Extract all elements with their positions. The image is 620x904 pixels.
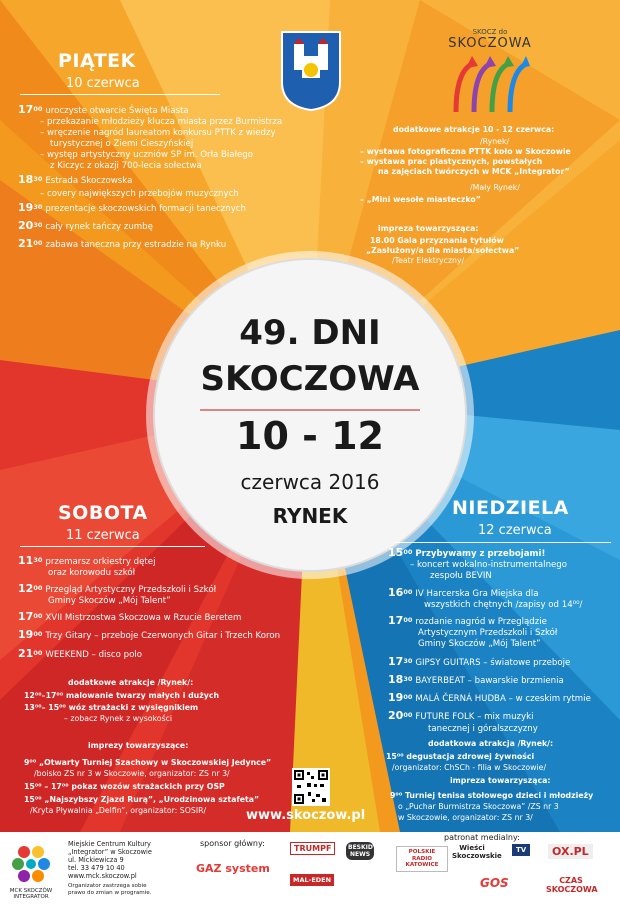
sponsor-logo: TRUMPF bbox=[290, 842, 335, 855]
saturday-extra-item: 12⁰⁰–17⁰⁰ malowanie twarzy małych i dużych bbox=[24, 691, 220, 700]
festival-dates: 10 - 12 bbox=[236, 414, 384, 458]
mck-logo-caption: MCK SKOCZÓW INTEGRATOR bbox=[9, 888, 53, 900]
sunday-title: NIEDZIELA bbox=[452, 497, 569, 519]
extra-item: – „Mini wesołe miasteczko” bbox=[360, 195, 481, 204]
media-logo: GOS bbox=[480, 876, 509, 890]
sunday-side-item: w Skoczowie, organizator: ZS nr 3/ bbox=[398, 813, 533, 822]
saturday-side-item: /Kryta Pływalnia „Delfin”, organizator: SOSIR/ bbox=[30, 806, 207, 815]
saturday-extra-item: 13⁰⁰– 15⁰⁰ wóz strażacki z wysięgnikiem bbox=[24, 703, 199, 712]
saturday-title: SOBOTA bbox=[58, 502, 148, 524]
event-row: – występ artystyczny uczniów SP im. Orła Białego bbox=[40, 150, 254, 160]
friday-side-item: /Teatr Elektryczny/ bbox=[392, 256, 465, 265]
event-row: tanecznej i góralszczyzny bbox=[428, 724, 538, 734]
extra-item: /Mały Rynek/ bbox=[470, 183, 520, 192]
sunday-schedule bbox=[388, 548, 618, 738]
saturday-extra-item: – zobacz Rynek z wysokości bbox=[64, 714, 173, 723]
extra-item: – wystawa fotograficzna PTTK koło w Skoczowie bbox=[360, 147, 571, 156]
saturday-side-heading: imprezy towarzyszące: bbox=[88, 741, 189, 750]
qr-code[interactable] bbox=[292, 768, 330, 806]
website-link[interactable]: www.skoczow.pl bbox=[246, 808, 366, 823]
org-line: „Integrator” w Skoczowie bbox=[68, 848, 152, 856]
festival-location: RYNEK bbox=[272, 504, 348, 528]
logo-bottom-text: SKOCZOWA bbox=[448, 36, 532, 51]
friday-side-item: 18.00 Gala przyznania tytułów bbox=[370, 236, 504, 245]
friday-extra-list bbox=[360, 137, 610, 217]
friday-extra-heading: dodatkowe atrakcje 10 - 12 czerwca: bbox=[393, 125, 555, 134]
extra-item: na zajęciach twórczych w MCK „Integrator” bbox=[378, 167, 570, 176]
org-line: ul. Mickiewicza 9 bbox=[68, 856, 124, 864]
event-row: zespołu BEVIN bbox=[430, 571, 492, 581]
event-row: turystycznej o Ziemi Cieszyńskiej bbox=[50, 139, 194, 149]
event-row: $17^{00}$ rozdanie nagród w Przeglądzie bbox=[388, 614, 547, 627]
saturday-side-item: /boisko ZS nr 3 w Skoczowie, organizator: ZS nr 3/ bbox=[34, 769, 230, 778]
sponsor-label: sponsor główny: bbox=[200, 839, 265, 848]
org-line: prawo do zmian w programie. bbox=[68, 890, 152, 896]
event-row: $21^{00}$ WEEKEND – disco polo bbox=[18, 647, 142, 660]
org-line: www.mck.skoczow.pl bbox=[68, 872, 137, 880]
friday-side-heading: impreza towarzysząca: bbox=[378, 224, 479, 233]
skocz-do-skoczowa-logo bbox=[440, 28, 540, 118]
event-row: $19^{00}$ MALÁ ČERNÁ HUDBA – w czeskim rytmie bbox=[388, 691, 591, 704]
saturday-extra-heading: dodatkowe atrakcje /Rynek/: bbox=[68, 678, 194, 687]
event-row: oraz korowodu szkół bbox=[48, 568, 136, 578]
event-row: $16^{00}$ IV Harcerska Gra Miejska dla bbox=[388, 586, 539, 599]
event-row: $17^{30}$ GIPSY GUITARS – światowe przeboje bbox=[388, 655, 571, 668]
festival-month-year: czerwca 2016 bbox=[240, 470, 380, 494]
event-row: $20^{00}$ FUTURE FOLK – mix muzyki bbox=[388, 709, 534, 722]
media-logo: Wieści Skoczowskie bbox=[452, 844, 502, 860]
event-row: $18^{30}$ Estrada Skoczowska bbox=[18, 173, 133, 186]
footer bbox=[0, 832, 620, 904]
sunday-extra-item: /organizator: ChSCh - filia w Skoczowie/ bbox=[392, 763, 547, 772]
friday-underline bbox=[20, 94, 220, 95]
center-circle bbox=[150, 280, 470, 580]
friday-schedule bbox=[18, 103, 308, 273]
sunday-side-item: 9⁰⁰ Turniej tenisa stołowego dzieci i młodzieży bbox=[390, 791, 594, 800]
sponsor-logo: MAL-EDEN bbox=[290, 874, 334, 886]
event-row: $17^{00}$ XVII Mistrzostwa Skoczowa w Rzucie Beretem bbox=[18, 610, 242, 623]
media-logo: OX.PL bbox=[548, 844, 593, 859]
logo-top-text: SKOCZ do bbox=[472, 28, 508, 36]
sponsor-logo: BESKIDY NEWS bbox=[348, 844, 377, 858]
media-logo: POLSKIE RADIO KATOWICE bbox=[396, 846, 448, 872]
event-row: $11^{30}$ przemarsz orkiestry dętej bbox=[18, 554, 156, 567]
event-row: – covery największych przebojów muzycznych bbox=[40, 189, 239, 199]
event-row: $20^{30}$ cały rynek tańczy zumbę bbox=[18, 219, 153, 232]
event-row: z Kiczyc z okazji 700-lecia sołectwa bbox=[50, 161, 202, 171]
sunday-extra-heading: dodatkowa atrakcja /Rynek/: bbox=[428, 739, 554, 748]
org-line: tel. 33 479 10 40 bbox=[68, 864, 125, 872]
saturday-side-item: 9⁰⁰ „Otwarty Turniej Szachowy w Skoczowskiej Jedynce” bbox=[24, 758, 272, 767]
patronage-label: patronat medialny: bbox=[444, 833, 520, 842]
media-logo: CZAS SKOCZOWA bbox=[546, 876, 598, 894]
saturday-underline bbox=[20, 546, 205, 547]
event-row: – przekazanie młodzieży klucza miasta przez Burmistrza bbox=[40, 117, 283, 127]
extra-item: /Rynek/ bbox=[480, 137, 510, 146]
sunday-extra-item: 15⁰⁰ degustacja zdrowej żywności bbox=[386, 752, 535, 761]
org-line: Miejskie Centrum Kultury bbox=[68, 840, 151, 848]
event-row: $17^{00}$ uroczyste otwarcie Święta Miasta bbox=[18, 103, 189, 116]
event-row: $15^{00}$ Przybywamy z przebojami! bbox=[388, 546, 546, 559]
org-line: Organizator zastrzega sobie bbox=[68, 883, 147, 889]
event-row: wszystkich chętnych /zapisy od 14⁰⁰/ bbox=[424, 600, 583, 610]
festival-name: SKOCZOWA bbox=[200, 359, 420, 399]
event-row: $19^{00}$ Trzy Gitary – przeboje Czerwonych Gitar i Trzech Koron bbox=[18, 628, 281, 641]
sunday-date: 12 czerwca bbox=[478, 523, 552, 538]
event-row: – wręczenie nagród laureatom konkursu PTTK z wiedzy bbox=[40, 128, 276, 138]
sunday-side-heading: impreza towarzysząca: bbox=[450, 776, 551, 785]
sunday-underline bbox=[396, 542, 611, 543]
event-row: $19^{30}$ prezentacje skoczowskich formacji tanecznych bbox=[18, 201, 246, 214]
event-row: $18^{30}$ BAYERBEAT – bawarskie brzmienia bbox=[388, 673, 564, 686]
coat-of-arms-logo bbox=[280, 30, 342, 112]
saturday-schedule bbox=[18, 556, 318, 676]
saturday-side-item: 15⁰⁰ – 17⁰⁰ pokaz wozów strażackich przy OSP bbox=[24, 782, 225, 791]
event-row: – koncert wokalno-instrumentalnego bbox=[410, 560, 568, 570]
event-row: $12^{00}$ Przegląd Artystyczny Przedszkoli i Szkół bbox=[18, 582, 217, 595]
friday-date: 10 czerwca bbox=[66, 76, 140, 91]
event-row: Artystycznym Przedszkoli i Szkół bbox=[418, 628, 558, 638]
extra-item: – wystawa prac plastycznych, powstałych bbox=[360, 157, 543, 166]
event-row: $21^{00}$ zabawa taneczna przy estradzie na Rynku bbox=[18, 237, 227, 250]
event-row: Gminy Skoczów „Mój Talent” bbox=[48, 596, 171, 606]
saturday-side-item: 15⁰⁰ „Najszybszy Zjazd Rurą”, „Urodzinowa sztafeta” bbox=[24, 795, 260, 804]
friday-side-item: „Zasłużony/a dla miasta/sołectwa” bbox=[366, 246, 520, 255]
event-row: Gminy Skoczów „Mój Talent” bbox=[418, 639, 541, 649]
sunday-side-item: o „Puchar Burmistrza Skoczowa” /ZS nr 3 bbox=[398, 802, 559, 811]
friday-title: PIĄTEK bbox=[58, 50, 136, 72]
gaz-system-logo: GAZ system bbox=[196, 862, 270, 875]
media-logo: TV bbox=[512, 844, 530, 856]
mck-integrator-logo bbox=[10, 842, 52, 884]
festival-edition: 49. DNI bbox=[239, 313, 381, 353]
saturday-date: 11 czerwca bbox=[66, 528, 140, 543]
